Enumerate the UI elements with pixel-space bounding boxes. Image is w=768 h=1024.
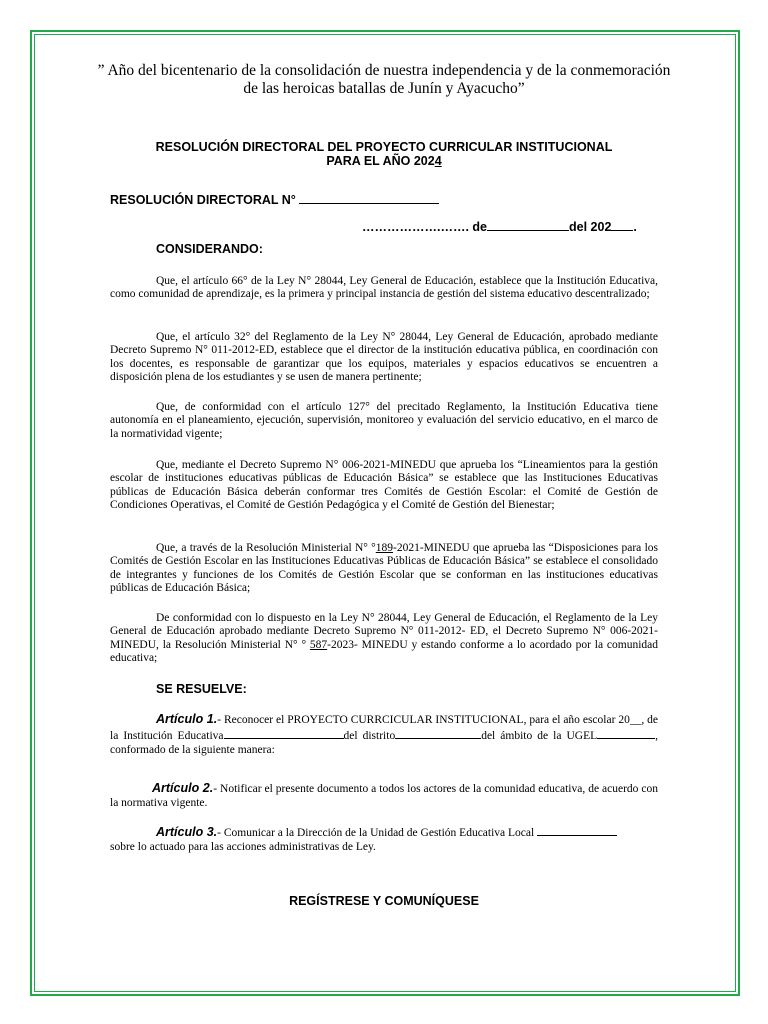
paragraph-2: Que, el artículo 32° del Reglamento de la Ley N° 28044, Ley General de Educación, aprobado mediante Decreto Supremo N° 011-2012-ED, establece que el director de la institución educativa pública, en coordinación con los docentes, es responsable de garantizar que los equipos, materiales y espacios educativos se encuentren a disposición plena de los estudiantes y se usen de manera pertinente;: [110, 331, 658, 384]
article-3: Artículo 3.- Comunicar a la Dirección de la Unidad de Gestión Educativa Local sobre lo actuado para las acciones administrativas de Ley.: [110, 824, 658, 854]
district-blank: [395, 727, 481, 739]
article-1-label: Artículo 1.: [156, 712, 218, 726]
motto-line-2: de las heroicas batallas de Junín y Ayacucho”: [243, 80, 525, 97]
resolution-number-blank: [299, 192, 439, 204]
date-year-label: del 202: [569, 220, 612, 234]
article-2-label: Artículo 2.: [152, 781, 214, 795]
paragraph-5: Que, a través de la Resolución Ministerial N° °189-2021-MINEDU que aprueba las “Disposiciones para los Comités de Gestión Escolar en las Instituciones Educativas Públicas de Educación Básica” se establece el consolidado de integrantes y funciones de los Comités de Gestión Escolar que se conforman en las instituciones educativas públicas de Educación Básica;: [110, 542, 658, 595]
date-year-blank: [611, 219, 633, 231]
title-year-digit: 4: [434, 154, 442, 168]
year-motto: [80, 62, 688, 98]
article-3-label: Artículo 3.: [156, 825, 218, 839]
institution-blank: [224, 727, 344, 739]
motto-line-1: ” Año del bicentenario de la consolidación de nuestra independencia y de la conmemoración: [97, 62, 671, 79]
resolution-number-label: RESOLUCIÓN DIRECTORAL N°: [110, 193, 296, 207]
ugel-blank: [597, 727, 655, 739]
article-2: Artículo 2.- Notificar el presente documento a todos los actores de la comunidad educativa, de acuerdo con la normativa vigente.: [110, 781, 659, 809]
ugel-name-blank: [537, 824, 617, 836]
se-resuelve-heading: SE RESUELVE:: [156, 682, 247, 696]
closing-text: REGÍSTRESE Y COMUNÍQUESE: [289, 894, 479, 908]
considerando-heading: CONSIDERANDO:: [156, 242, 263, 256]
document-title: [80, 140, 688, 168]
title-line-2: [80, 154, 688, 168]
paragraph-6: De conformidad con lo dispuesto en la Ley N° 28044, Ley General de Educación, el Reglamento de la Ley General de Educación aprobado mediante Decreto Supremo N° 011-2012- ED, el Decreto Supremo N° 006-2021-MINEDU, la Resolución Ministerial N° ° 587-2023- MINEDU y estando conforme a lo acordado por la comunidad educativa;: [110, 612, 658, 665]
date-dots: ……………….……. de: [362, 220, 488, 234]
paragraph-4: Que, mediante el Decreto Supremo N° 006-2021-MINEDU que aprueba los “Lineamientos para la gestión escolar de instituciones educativas públicas de Educación Básica” se establece que las Instituciones Educativas públicas de Educación Básica deberán conformar tres Comités de Gestión Escolar: el Comité de Gestión de Condiciones Operativas, el Comité de Gestión Pedagógica y el Comité de Gestión del Bienestar;: [110, 459, 658, 512]
title-year-prefix: PARA EL AÑO 202: [326, 154, 435, 168]
resolution-number: [110, 192, 439, 207]
date-line: [362, 219, 637, 234]
paragraph-3: Que, de conformidad con el artículo 127° del precitado Reglamento, la Institución Educativa tiene autonomía en el planeamiento, ejecución, supervisión, monitoreo y evaluación del servicio educativo, en el marco de la normatividad vigente;: [110, 401, 658, 440]
paragraph-1: Que, el artículo 66° de la Ley N° 28044, Ley General de Educación, establece que la Institución Educativa, como comunidad de aprendizaje, es la primera y principal instancia de gestión del sistema educativo descentralizado;: [110, 275, 658, 301]
title-line-1: RESOLUCIÓN DIRECTORAL DEL PROYECTO CURRICULAR INSTITUCIONAL: [155, 140, 613, 154]
date-month-blank: [487, 219, 569, 231]
date-end: .: [633, 220, 637, 234]
article-1: Artículo 1.- Reconocer el PROYECTO CURRCICULAR INSTITUCIONAL, para el año escolar 20__, de la Institución Educativa del distrito del ámbito de la UGEL , conformado de la siguiente manera:: [110, 712, 659, 756]
